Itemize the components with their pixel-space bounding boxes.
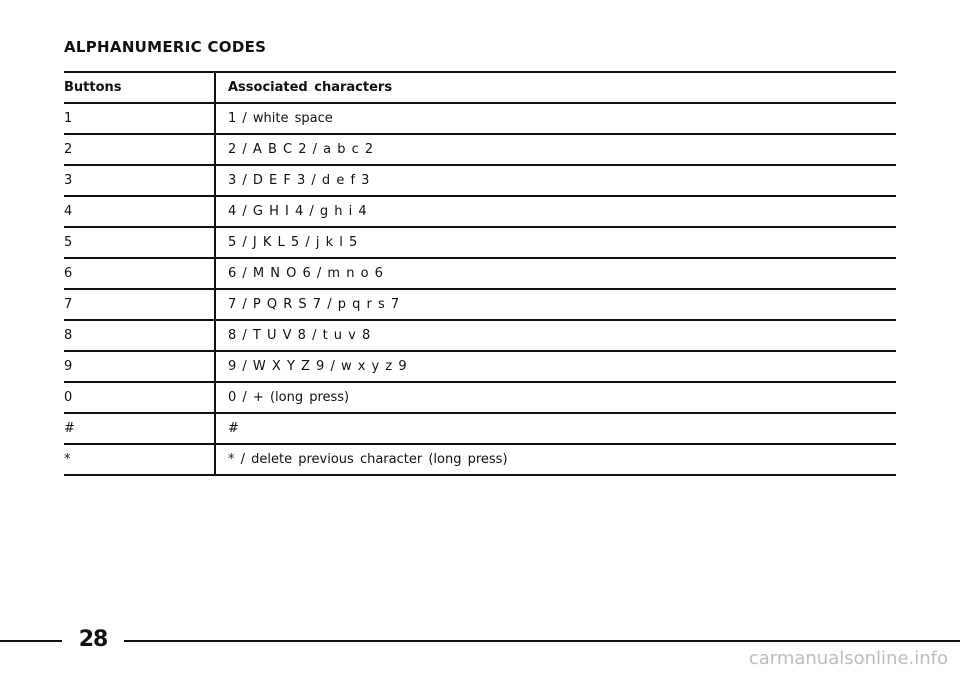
chars-cell: 0 / + (long press) bbox=[228, 390, 350, 405]
alphanumeric-codes-table bbox=[64, 71, 896, 476]
table-row bbox=[64, 383, 896, 414]
button-cell: 3 bbox=[64, 166, 216, 195]
table-row bbox=[64, 445, 896, 476]
chars-cell: 8 / T U V 8 / t u v 8 bbox=[228, 328, 371, 343]
table-row bbox=[64, 166, 896, 197]
button-cell: 9 bbox=[64, 352, 216, 381]
table-row bbox=[64, 197, 896, 228]
table-row bbox=[64, 352, 896, 383]
table-row bbox=[64, 104, 896, 135]
header-associated-characters: Associated characters bbox=[228, 80, 393, 95]
button-cell: 7 bbox=[64, 290, 216, 319]
page-number: 28 bbox=[78, 627, 108, 652]
button-cell: 1 bbox=[64, 104, 216, 133]
table-row bbox=[64, 290, 896, 321]
chars-cell: # bbox=[228, 421, 239, 436]
chars-cell: 4 / G H I 4 / g h i 4 bbox=[228, 204, 367, 219]
table-row bbox=[64, 321, 896, 352]
button-cell: 6 bbox=[64, 259, 216, 288]
header-buttons: Buttons bbox=[64, 73, 216, 102]
chars-cell: 6 / M N O 6 / m n o 6 bbox=[228, 266, 383, 281]
table-header-row bbox=[64, 73, 896, 104]
page-title: ALPHANUMERIC CODES bbox=[64, 38, 267, 56]
button-cell: 5 bbox=[64, 228, 216, 257]
table-row bbox=[64, 135, 896, 166]
chars-cell: 1 / white space bbox=[228, 111, 333, 126]
table-row bbox=[64, 259, 896, 290]
chars-cell: 2 / A B C 2 / a b c 2 bbox=[228, 142, 374, 157]
button-cell: # bbox=[64, 414, 216, 443]
chars-cell: 5 / J K L 5 / j k l 5 bbox=[228, 235, 358, 250]
button-cell: 8 bbox=[64, 321, 216, 350]
chars-cell: * / delete previous character (long press) bbox=[228, 452, 508, 467]
chars-cell: 9 / W X Y Z 9 / w x y z 9 bbox=[228, 359, 407, 374]
table-row bbox=[64, 414, 896, 445]
button-cell: 4 bbox=[64, 197, 216, 226]
button-cell: 0 bbox=[64, 383, 216, 412]
chars-cell: 7 / P Q R S 7 / p q r s 7 bbox=[228, 297, 400, 312]
button-cell: 2 bbox=[64, 135, 216, 164]
watermark: carmanualsonline.info bbox=[748, 648, 948, 669]
footer-divider-right bbox=[124, 640, 960, 642]
table-row bbox=[64, 228, 896, 259]
button-cell: * bbox=[64, 445, 216, 474]
footer-divider-left bbox=[0, 640, 62, 642]
chars-cell: 3 / D E F 3 / d e f 3 bbox=[228, 173, 370, 188]
